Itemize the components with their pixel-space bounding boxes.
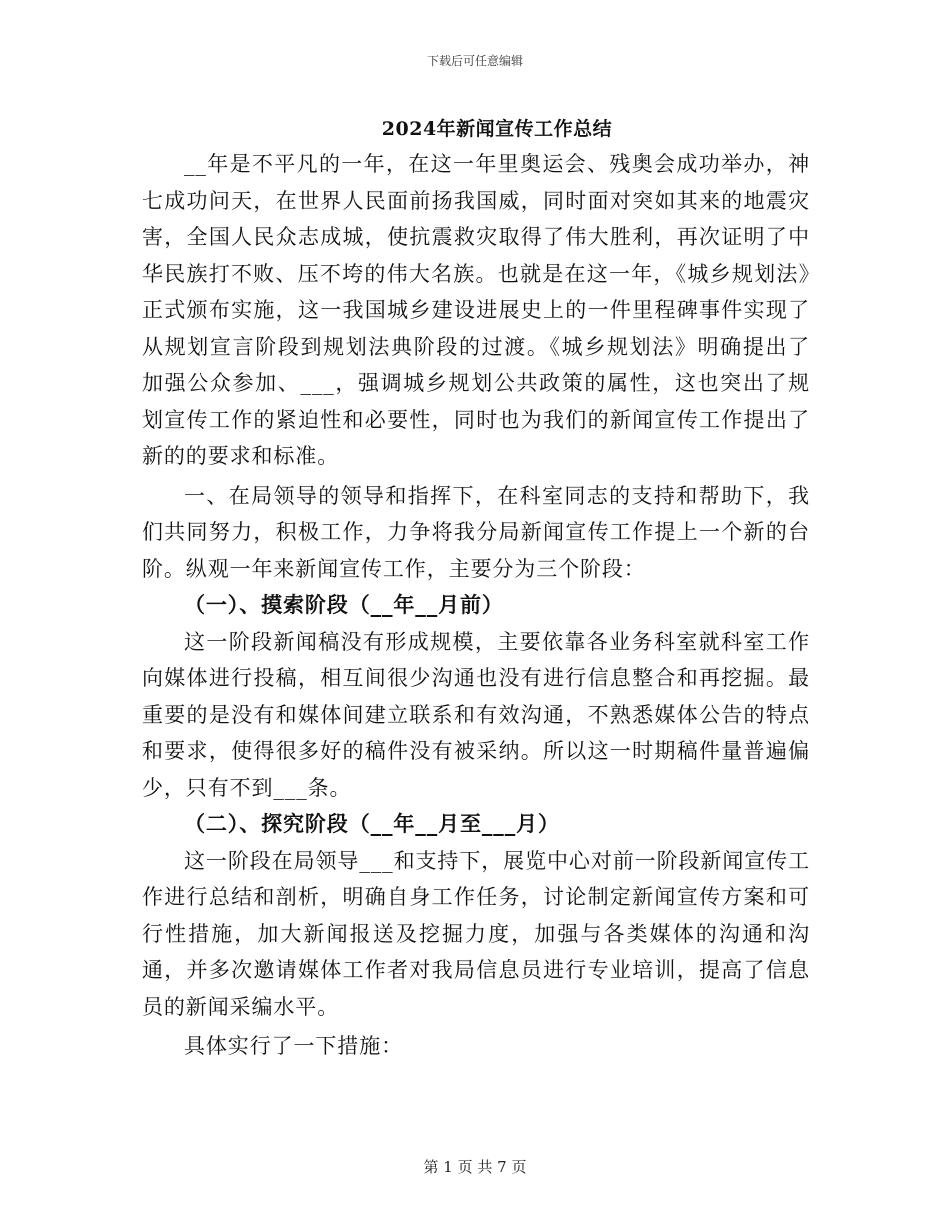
- paragraph-measures: 具体实行了一下措施：: [184, 1034, 403, 1058]
- paragraph-intro: __年是不平凡的一年，在这一年里奥运会、残奥会成功举办，神七成功问天，在世界人民面前扬我国威，同时面对突如其来的地震灾害，全国人民众志成城，使抗震救灾取得了伟大胜利，再次证明了中华民族打不败、压不垮的伟大名族。也就是在这一年，《城乡规划法》正式颁布实施，这一我国城乡建设进展史上的一件里程碑事件实现了从规划宣言阶段到规划法典阶段的过渡。《城乡规划法》明确提出了加强公众参加、___，强调城乡规划公共政策的属性，这也突出了规划宣传工作的紧迫性和必要性，同时也为我们的新闻宣传工作提出了新的的要求和标准。: [142, 152, 810, 468]
- section-heading-stage-one: （一）、摸索阶段（__年__月前）: [184, 592, 504, 617]
- paragraph-stage-two: 这一阶段在局领导___和支持下，展览中心对前一阶段新闻宣传工作进行总结和剖析，明确自身工作任务，讨论制定新闻宣传方案和可行性措施，加大新闻报送及挖掘力度，加强与各类媒体的沟通和沟通，并多次邀请媒体工作者对我局信息员进行专业培训，提高了信息员的新闻采编水平。: [142, 848, 810, 1019]
- document-title: 2024年新闻宣传工作总结: [381, 118, 613, 140]
- page-header-note: 下载后可任意编辑: [426, 54, 523, 68]
- document-body: [142, 146, 810, 1065]
- paragraph-overview: 一、在局领导的领导和指挥下，在科室同志的支持和帮助下，我们共同努力，积极工作，力争将我分局新闻宣传工作提上一个新的台阶。纵观一年来新闻宣传工作，主要分为三个阶段：: [142, 483, 810, 581]
- section-heading-stage-two: （二）、探究阶段（__年__月至___月）: [184, 811, 560, 836]
- page-number-footer: 第 1 页 共 7 页: [423, 1158, 527, 1176]
- paragraph-stage-one: 这一阶段新闻稿没有形成规模，主要依靠各业务科室就科室工作向媒体进行投稿，相互间很少沟通也没有进行信息整合和再挖掘。最重要的是没有和媒体间建立联系和有效沟通，不熟悉媒体公告的特点和要求，使得很多好的稿件没有被采纳。所以这一时期稿件量普遍偏少，只有不到___条。: [142, 629, 810, 800]
